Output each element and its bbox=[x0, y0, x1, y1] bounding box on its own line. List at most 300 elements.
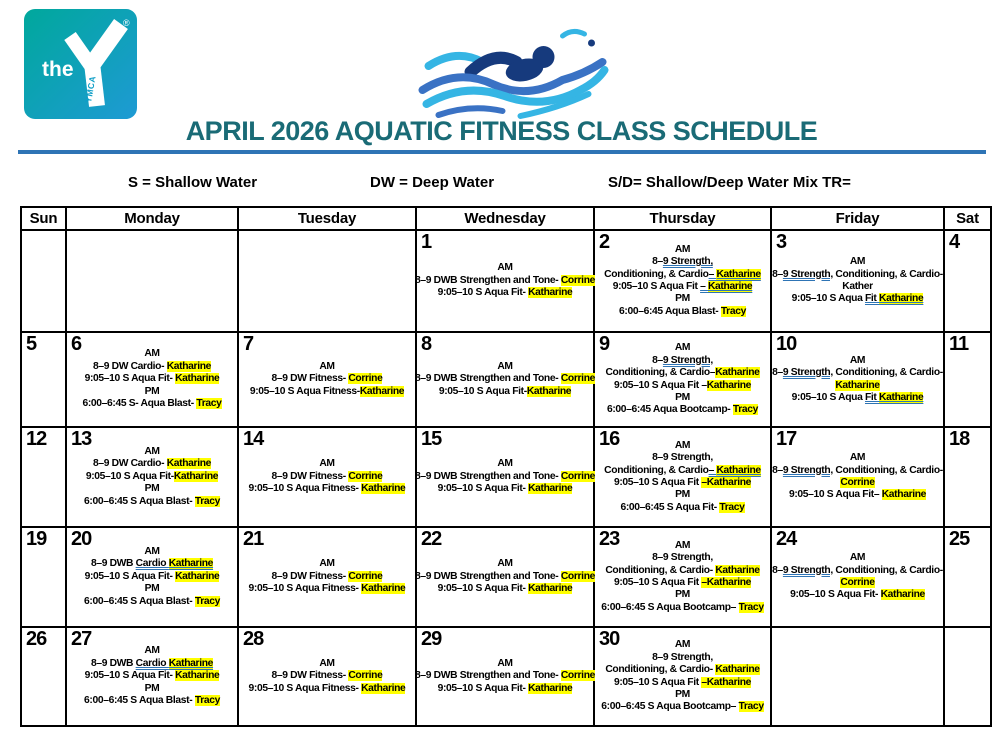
schedule-text: 9:05–10 S Aqua Fit- bbox=[84, 373, 176, 385]
calendar-cell-19 bbox=[21, 527, 66, 627]
schedule-line bbox=[145, 483, 160, 495]
schedule-line bbox=[840, 577, 874, 589]
calendar-cell-14 bbox=[238, 427, 416, 527]
calendar-cell-13 bbox=[66, 427, 238, 527]
cell-schedule bbox=[772, 428, 943, 526]
day-header-friday: Friday bbox=[771, 207, 944, 230]
day-header-sat: Sat bbox=[944, 207, 991, 230]
calendar-cell-7 bbox=[238, 332, 416, 427]
schedule-text: Conditioning, & Cardio- bbox=[832, 268, 943, 280]
schedule-line bbox=[144, 446, 159, 458]
schedule-text: – bbox=[708, 268, 717, 280]
schedule-line bbox=[772, 565, 943, 577]
calendar-cell-17 bbox=[771, 427, 944, 527]
schedule-text: 9 Strength, bbox=[782, 367, 833, 379]
schedule-text: 8–9 DWB Strengthen and Tone- bbox=[415, 274, 561, 286]
schedule-text: 9:05–10 S Aqua Fitness- bbox=[248, 583, 362, 595]
schedule-line bbox=[675, 689, 690, 701]
instructor-name: Corrine bbox=[560, 670, 596, 682]
instructor-name: Katharine bbox=[175, 373, 220, 385]
schedule-text: 9:05–10 S Aqua Fitness- bbox=[249, 385, 360, 397]
day-header-monday: Monday bbox=[66, 207, 238, 230]
calendar-cell-20 bbox=[66, 527, 238, 627]
calendar-cell-8 bbox=[416, 332, 594, 427]
calendar-cell-5 bbox=[21, 332, 66, 427]
schedule-text: PM bbox=[144, 682, 160, 694]
day-number: 18 bbox=[949, 428, 970, 450]
schedule-line bbox=[601, 701, 763, 713]
instructor-name: Corrine bbox=[348, 373, 383, 385]
instructor-name: Katharine bbox=[716, 464, 761, 476]
instructor-name: Katharine bbox=[175, 570, 220, 582]
schedule-text: 9 Strength, bbox=[782, 464, 833, 476]
schedule-line bbox=[84, 596, 220, 608]
schedule-text: Conditioning, & Cardio- bbox=[832, 464, 943, 476]
schedule-text: – bbox=[708, 464, 717, 476]
calendar-cell-empty bbox=[771, 627, 944, 726]
schedule-line bbox=[272, 373, 383, 385]
day-number: 15 bbox=[421, 428, 442, 450]
day-number: 1 bbox=[421, 231, 432, 253]
instructor-name: Tracy bbox=[738, 601, 764, 613]
schedule-text: 8–9 DW Cardio- bbox=[92, 458, 167, 470]
schedule-line bbox=[415, 471, 595, 483]
ymca-logo bbox=[24, 9, 137, 119]
calendar-cell-2 bbox=[594, 230, 771, 332]
schedule-text: 9:05–10 S Aqua Fit- bbox=[437, 583, 529, 595]
schedule-text: 8–9 Strength, bbox=[652, 651, 713, 663]
calendar-cell-15 bbox=[416, 427, 594, 527]
logo-the-text: the bbox=[42, 58, 74, 81]
schedule-line bbox=[605, 565, 759, 577]
schedule-text: 6:00–6:45 S Aqua Bootcamp– bbox=[601, 601, 739, 613]
legend-mix-water: S/D= Shallow/Deep Water Mix TR= bbox=[608, 174, 851, 191]
schedule-text: 8– bbox=[652, 256, 663, 268]
day-number: 16 bbox=[599, 428, 620, 450]
schedule-line bbox=[614, 577, 751, 589]
schedule-line bbox=[497, 361, 512, 373]
day-header-tuesday: Tuesday bbox=[238, 207, 416, 230]
schedule-line bbox=[84, 496, 220, 508]
schedule-text: AM bbox=[319, 360, 335, 372]
schedule-text: AM bbox=[497, 458, 513, 470]
schedule-text: 6:00–6:45 Aqua Blast- bbox=[619, 305, 721, 317]
calendar-cell-12 bbox=[21, 427, 66, 527]
schedule-line bbox=[772, 367, 943, 379]
schedule-text: 8–9 DWB Strengthen and Tone- bbox=[415, 670, 561, 682]
schedule-text: PM bbox=[144, 583, 160, 595]
schedule-line bbox=[415, 275, 595, 287]
schedule-text: AM bbox=[674, 639, 691, 651]
schedule-text: Cardio bbox=[135, 657, 169, 669]
schedule-line bbox=[675, 540, 690, 552]
instructor-name: Katharine bbox=[715, 564, 760, 576]
schedule-text: Fit bbox=[864, 391, 880, 403]
schedule-line bbox=[497, 458, 512, 470]
schedule-text: PM bbox=[144, 385, 160, 397]
schedule-line bbox=[438, 287, 573, 299]
instructor-name: Katharine bbox=[706, 379, 752, 391]
day-number: 7 bbox=[243, 333, 254, 355]
schedule-text: 8–9 DW Fitness- bbox=[271, 470, 349, 482]
schedule-text: AM bbox=[674, 243, 691, 255]
schedule-line bbox=[790, 589, 925, 601]
calendar-cell-21 bbox=[238, 527, 416, 627]
schedule-text: 9:05–10 S Aqua Fit- bbox=[437, 682, 529, 694]
schedule-text: 6:00–6:45 S Aqua Blast- bbox=[84, 595, 195, 607]
legend-deep-water: DW = Deep Water bbox=[370, 174, 495, 191]
instructor-name: Katharine bbox=[528, 583, 573, 595]
instructor-name: Corrine bbox=[348, 670, 383, 682]
schedule-line bbox=[604, 269, 761, 281]
schedule-text: AM bbox=[849, 354, 866, 366]
schedule-text: Conditioning, & Cardio bbox=[604, 464, 709, 476]
instructor-name: Katharine bbox=[528, 682, 573, 694]
schedule-text: 9:05–10 S Aqua Fit- bbox=[84, 570, 176, 582]
cell-schedule bbox=[415, 528, 596, 626]
day-number: 5 bbox=[26, 333, 37, 355]
schedule-line bbox=[85, 373, 220, 385]
schedule-text: AM bbox=[849, 552, 866, 564]
schedule-text: 9:05–10 S Aqua Fit bbox=[613, 676, 702, 688]
schedule-line bbox=[652, 355, 713, 367]
schedule-line bbox=[82, 398, 221, 410]
cell-schedule bbox=[67, 528, 237, 626]
instructor-name: Corrine bbox=[348, 470, 383, 482]
cell-schedule bbox=[772, 333, 943, 426]
cell-schedule bbox=[772, 231, 943, 331]
instructor-name: Tracy bbox=[738, 701, 764, 713]
schedule-line bbox=[144, 645, 159, 657]
calendar-cell-23 bbox=[594, 527, 771, 627]
schedule-text: 9:05–10 S Aqua Fitness- bbox=[248, 682, 362, 694]
schedule-line bbox=[840, 477, 874, 489]
calendar-cell-24 bbox=[771, 527, 944, 627]
schedule-text: AM bbox=[144, 545, 160, 557]
schedule-line bbox=[438, 583, 573, 595]
schedule-text: 9:05–10 S Aqua Fit bbox=[613, 577, 702, 588]
schedule-text: 9:05–10 S Aqua Fit- bbox=[437, 287, 529, 299]
schedule-text: 8– bbox=[652, 354, 663, 366]
day-number: 21 bbox=[243, 528, 264, 550]
schedule-line bbox=[249, 483, 406, 495]
logo-ymca-text: YMCA bbox=[83, 74, 98, 104]
cell-schedule bbox=[415, 428, 596, 526]
schedule-text: AM bbox=[497, 558, 513, 570]
schedule-line bbox=[613, 281, 753, 293]
schedule-text: 6:00–6:45 S Aqua Blast- bbox=[84, 495, 195, 507]
instructor-name: –Katharine bbox=[701, 577, 752, 588]
day-number: 28 bbox=[243, 628, 264, 650]
day-header-wednesday: Wednesday bbox=[416, 207, 594, 230]
calendar-cell-1 bbox=[416, 230, 594, 332]
calendar-cell-empty bbox=[66, 230, 238, 332]
schedule-text: 6:00–6:45 S- Aqua Blast- bbox=[82, 398, 197, 410]
calendar-cell-30 bbox=[594, 627, 771, 726]
cell-schedule bbox=[239, 528, 415, 626]
day-number: 19 bbox=[26, 528, 47, 550]
schedule-text: AM bbox=[319, 657, 335, 669]
schedule-text: 6:00–6:45 S Aqua Blast- bbox=[84, 695, 195, 707]
schedule-text: 8– bbox=[772, 367, 783, 379]
schedule-text: Conditioning, & Cardio– bbox=[605, 367, 716, 379]
schedule-line bbox=[601, 602, 763, 614]
instructor-name: Tracy bbox=[720, 305, 746, 317]
day-header-sun: Sun bbox=[21, 207, 66, 230]
calendar-cell-26 bbox=[21, 627, 66, 726]
schedule-text: AM bbox=[319, 458, 335, 470]
schedule-line bbox=[93, 458, 211, 470]
instructor-name: Katharine bbox=[880, 589, 925, 601]
schedule-line bbox=[675, 293, 690, 305]
schedule-text: Conditioning, & Cardio bbox=[604, 268, 709, 280]
schedule-text: AM bbox=[674, 539, 691, 551]
calendar-cell-16 bbox=[594, 427, 771, 527]
schedule-line bbox=[792, 392, 924, 404]
cell-schedule bbox=[595, 428, 770, 526]
schedule-line bbox=[850, 452, 865, 464]
schedule-line bbox=[85, 571, 220, 583]
schedule-text: PM bbox=[675, 391, 690, 403]
day-number: 11 bbox=[949, 333, 969, 355]
schedule-text: 9:05–10 S Aqua Fit- bbox=[437, 483, 529, 495]
splash-dot bbox=[588, 40, 595, 47]
schedule-text: 9:05–10 S Aqua Fitness- bbox=[248, 483, 362, 495]
instructor-name: Corrine bbox=[348, 570, 383, 582]
instructor-name: Katharine bbox=[707, 281, 753, 292]
calendar-cell-25 bbox=[944, 527, 991, 627]
instructor-name: Katharine bbox=[175, 670, 220, 682]
schedule-line bbox=[675, 244, 690, 256]
instructor-name: Katharine bbox=[879, 293, 924, 305]
schedule-line bbox=[605, 367, 759, 379]
day-number: 10 bbox=[776, 333, 797, 355]
schedule-text: PM bbox=[144, 483, 160, 495]
schedule-line bbox=[850, 355, 865, 367]
schedule-line bbox=[91, 658, 213, 670]
instructor-name: Katharine bbox=[173, 470, 219, 482]
calendar-cell-3 bbox=[771, 230, 944, 332]
schedule-line bbox=[272, 471, 383, 483]
schedule-text: 9 Strength, bbox=[662, 256, 713, 268]
instructor-name: Katharine bbox=[361, 682, 406, 694]
calendar-table bbox=[20, 206, 992, 727]
schedule-text: Conditioning, & Cardio- bbox=[605, 664, 716, 676]
schedule-text: AM bbox=[144, 348, 160, 360]
schedule-line bbox=[86, 471, 218, 483]
schedule-text: Kather bbox=[842, 281, 873, 292]
instructor-name: Katharine bbox=[528, 287, 573, 299]
schedule-line bbox=[250, 386, 404, 398]
day-number: 29 bbox=[421, 628, 442, 650]
schedule-text: Fit bbox=[864, 293, 880, 305]
day-number: 30 bbox=[599, 628, 620, 650]
cell-schedule bbox=[67, 628, 237, 725]
instructor-name: Katharine bbox=[879, 391, 924, 403]
schedule-line bbox=[85, 670, 220, 682]
schedule-text: – bbox=[700, 281, 708, 292]
logo-registered-mark: ® bbox=[123, 18, 130, 28]
calendar-cell-22 bbox=[416, 527, 594, 627]
instructor-name: Tracy bbox=[196, 398, 222, 410]
schedule-text: AM bbox=[674, 342, 691, 354]
schedule-line bbox=[497, 262, 512, 274]
instructor-name: Katharine bbox=[716, 268, 761, 280]
instructor-name: Katharine bbox=[359, 385, 405, 397]
schedule-text: 6:00–6:45 S Aqua Bootcamp– bbox=[601, 701, 739, 713]
schedule-line bbox=[604, 465, 761, 477]
day-number: 17 bbox=[776, 428, 797, 450]
schedule-line bbox=[772, 269, 943, 281]
cell-schedule bbox=[415, 231, 596, 331]
day-number: 3 bbox=[776, 231, 787, 253]
schedule-text: PM bbox=[675, 688, 690, 700]
instructor-name: Tracy bbox=[732, 404, 759, 416]
instructor-name: Katharine bbox=[361, 483, 406, 495]
schedule-line bbox=[497, 558, 512, 570]
calendar-cell-18 bbox=[944, 427, 991, 527]
schedule-text: AM bbox=[497, 262, 513, 274]
schedule-text: 9:05–10 S Aqua Fit- bbox=[84, 670, 176, 682]
instructor-name: Katharine bbox=[881, 489, 927, 501]
schedule-text: 9:05–10 S Aqua Fit bbox=[613, 477, 702, 488]
schedule-line bbox=[675, 342, 690, 354]
calendar-cell-9 bbox=[594, 332, 771, 427]
schedule-text: PM bbox=[675, 293, 690, 305]
schedule-text: 8–9 DWB Strengthen and Tone- bbox=[415, 470, 561, 482]
schedule-text: 8–9 DW Cardio- bbox=[92, 360, 167, 372]
schedule-line bbox=[619, 306, 746, 318]
schedule-text: AM bbox=[849, 452, 866, 464]
schedule-text: Cardio bbox=[135, 558, 169, 570]
schedule-line bbox=[439, 386, 571, 398]
day-number: 12 bbox=[26, 428, 47, 450]
day-number: 25 bbox=[949, 528, 970, 550]
schedule-text: 9:05–10 S Aqua Fit bbox=[612, 281, 701, 292]
instructor-name: Corrine bbox=[560, 470, 596, 482]
day-number: 20 bbox=[71, 528, 92, 550]
schedule-text: Conditioning, & Cardio- bbox=[832, 367, 943, 379]
schedule-text: 9:05–10 S Aqua bbox=[791, 391, 865, 403]
schedule-text: AM bbox=[319, 558, 335, 570]
schedule-text: 8– bbox=[772, 464, 783, 476]
cell-schedule bbox=[595, 231, 770, 331]
day-number: 27 bbox=[71, 628, 92, 650]
legend bbox=[0, 174, 1003, 196]
splash-arc bbox=[563, 31, 585, 36]
schedule-line bbox=[91, 558, 213, 570]
schedule-line bbox=[614, 477, 751, 489]
day-number: 4 bbox=[949, 231, 960, 253]
schedule-text: Conditioning, & Cardio- bbox=[832, 564, 943, 576]
calendar-body bbox=[21, 230, 991, 726]
calendar-cell-11 bbox=[944, 332, 991, 427]
schedule-line bbox=[835, 380, 879, 392]
cell-schedule bbox=[415, 333, 596, 426]
schedule-line bbox=[319, 658, 334, 670]
schedule-line bbox=[84, 695, 220, 707]
day-number: 9 bbox=[599, 333, 610, 355]
schedule-line bbox=[772, 465, 943, 477]
instructor-name: Katharine bbox=[835, 379, 880, 391]
calendar-cell-27 bbox=[66, 627, 238, 726]
day-number: 6 bbox=[71, 333, 82, 355]
instructor-name: Corrine bbox=[560, 373, 596, 385]
schedule-text: 6:00–6:45 S Aqua Fit- bbox=[620, 501, 720, 513]
schedule-line bbox=[415, 373, 595, 385]
cell-schedule bbox=[772, 528, 943, 626]
instructor-name: Tracy bbox=[194, 495, 220, 507]
calendar-cell-29 bbox=[416, 627, 594, 726]
instructor-name: Katharine bbox=[715, 367, 760, 379]
schedule-text: 8–9 DW Fitness- bbox=[271, 373, 349, 385]
day-number: 22 bbox=[421, 528, 442, 550]
instructor-name: Corrine bbox=[560, 570, 596, 582]
schedule-line bbox=[605, 664, 759, 676]
instructor-name: –Katharine bbox=[701, 477, 752, 488]
cell-schedule bbox=[239, 333, 415, 426]
schedule-line bbox=[652, 452, 713, 464]
schedule-text: 9:05–10 S Aqua Fit– bbox=[788, 489, 882, 501]
schedule-line bbox=[850, 256, 865, 268]
schedule-line bbox=[850, 552, 865, 564]
cell-schedule bbox=[67, 428, 237, 526]
divider-rule bbox=[18, 150, 986, 154]
instructor-name: –Katharine bbox=[701, 676, 752, 688]
schedule-text: 6:00–6:45 Aqua Bootcamp- bbox=[606, 404, 733, 416]
wave-blue-bottom bbox=[439, 108, 503, 115]
schedule-text: 8–9 Strength, bbox=[652, 452, 713, 464]
calendar-cell-4 bbox=[944, 230, 991, 332]
schedule-text: AM bbox=[144, 645, 160, 657]
calendar-cell-empty bbox=[238, 230, 416, 332]
instructor-name: Corrine bbox=[840, 477, 875, 488]
instructor-name: Katharine bbox=[168, 558, 214, 570]
cell-schedule bbox=[239, 428, 415, 526]
schedule-line bbox=[319, 361, 334, 373]
schedule-line bbox=[93, 361, 211, 373]
schedule-line bbox=[614, 380, 751, 392]
schedule-line bbox=[272, 670, 383, 682]
instructor-name: Tracy bbox=[194, 695, 220, 707]
schedule-line bbox=[415, 571, 595, 583]
schedule-text: 8–9 DWB bbox=[90, 558, 136, 570]
cell-schedule bbox=[595, 333, 770, 426]
schedule-line bbox=[144, 348, 159, 360]
schedule-text: 9 Strength, bbox=[782, 268, 833, 280]
calendar-cell-empty bbox=[21, 230, 66, 332]
schedule-line bbox=[607, 404, 758, 416]
schedule-line bbox=[620, 502, 744, 514]
schedule-text: 9:05–10 S Aqua Fit- bbox=[790, 589, 881, 601]
cell-schedule bbox=[415, 628, 596, 725]
schedule-line bbox=[652, 552, 713, 564]
schedule-line bbox=[319, 458, 334, 470]
schedule-line bbox=[675, 440, 690, 452]
instructor-name: Katharine bbox=[526, 385, 572, 397]
instructor-name: Katharine bbox=[166, 458, 212, 470]
schedule-text: AM bbox=[674, 439, 691, 451]
swimmer-head bbox=[533, 46, 555, 68]
schedule-text: 9 Strength, bbox=[782, 564, 833, 576]
schedule-text: 9:05–10 S Aqua Fit – bbox=[613, 379, 707, 391]
schedule-text: 9:05–10 S Aqua bbox=[791, 293, 865, 305]
schedule-text: 8–9 Strength, bbox=[652, 552, 713, 564]
calendar-cell-10 bbox=[771, 332, 944, 427]
schedule-text: 8–9 DWB bbox=[90, 657, 136, 669]
schedule-line bbox=[789, 489, 926, 501]
day-number: 23 bbox=[599, 528, 620, 550]
